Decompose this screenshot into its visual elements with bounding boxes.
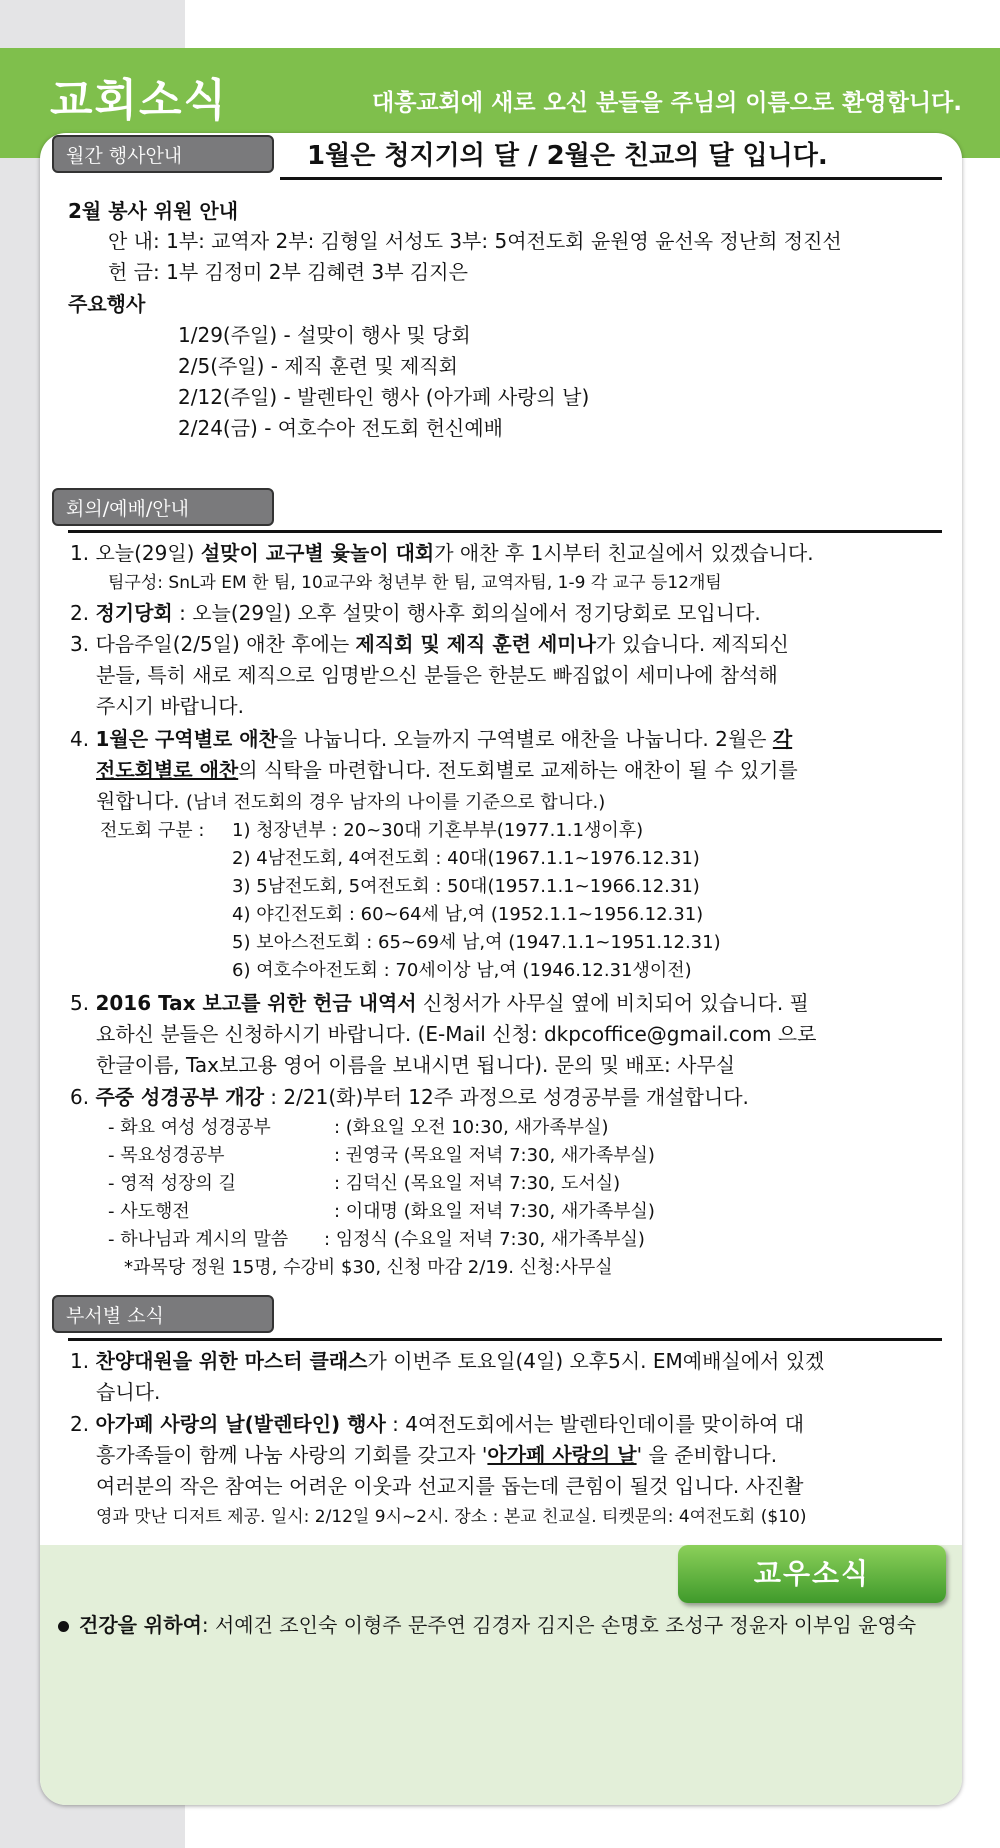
dept-item-1: 1. 찬양대원을 위한 마스터 클래스가 이번주 토요일(4일) 오후5시. EM예배실에서 있겠: [70, 1349, 825, 1373]
course-detail: : 김덕신 (목요일 저녁 7:30, 도서실): [334, 1173, 621, 1194]
notice-item-5: 5. 2016 Tax 보고를 위한 헌금 내역서 신청서가 사무실 옆에 비치되어 있습니다. 필: [70, 991, 809, 1015]
divider: [280, 177, 942, 180]
notice-item-6: 6. 주중 성경공부 개강 : 2/21(화)부터 12주 과정으로 성경공부를 개설합니다.: [70, 1085, 749, 1109]
division-row: 6) 여호수아전도회 : 70세이상 남,여 (1946.12.31생이전): [232, 960, 692, 981]
course-name: - 하나님과 계시의 말씀: [108, 1229, 289, 1250]
course-detail: : (화요일 오전 10:30, 새가족부실): [334, 1117, 609, 1138]
notice-item-4: 4. 1월은 구역별로 애찬을 나눕니다. 오늘까지 구역별로 애찬을 나눕니다. 2월은 각: [70, 727, 793, 751]
monthly-headline: 1월은 청지기의 달 / 2월은 친교의 달 입니다.: [307, 141, 828, 171]
course-name: - 화요 여성 성경공부: [108, 1117, 271, 1138]
notice-item-5-line3: 한글이름, Tax보고용 영어 이름을 보내시면 됩니다). 문의 및 배포: 사무실: [96, 1053, 736, 1077]
notice-item-3-line3: 주시기 바랍니다.: [96, 694, 244, 718]
divider: [68, 1338, 942, 1341]
course-detail: : 이대명 (화요일 저녁 7:30, 새가족부실): [334, 1201, 655, 1222]
usher-line: 안 내: 1부: 교역자 2부: 김형일 서성도 3부: 5여전도회 윤원영 윤선옥 정난희 정진선: [108, 229, 842, 253]
notice-item-5-line2: 요하신 분들은 신청하시기 바랍니다. (E-Mail 신청: dkpcoffice@gmail.com 으로: [96, 1022, 817, 1046]
course-name: - 목요성경공부: [108, 1145, 225, 1166]
notice-item-1: 1. 오늘(29일) 설맞이 교구별 윷놀이 대회가 애찬 후 1시부터 친교실에서 있겠습니다.: [70, 541, 814, 565]
notice-item-2: 2. 정기당회 : 오늘(29일) 오후 설맞이 행사후 회의실에서 정기당회로 모입니다.: [70, 601, 761, 625]
division-row: 2) 4남전도회, 4여전도회 : 40대(1967.1.1~1976.12.31): [232, 848, 700, 869]
offering-line: 헌 금: 1부 김정미 2부 김혜련 3부 김지은: [108, 260, 468, 284]
welcome-subtitle: 대흥교회에 새로 오신 분들을 주님의 이름으로 환영합니다.: [372, 90, 963, 116]
event-item: 1/29(주일) - 설맞이 행사 및 당회: [178, 323, 471, 347]
division-row: 1) 청장년부 : 20~30대 기혼부부(1977.1.1생이후): [232, 820, 644, 841]
page-title: 교회소식: [50, 75, 229, 126]
notice-item-4-line2: 전도회별로 애찬의 식탁을 마련합니다. 전도회별로 교제하는 애찬이 될 수 있기를: [96, 758, 798, 782]
dept-item-2-line2: 흥가족들이 함께 나눔 사랑의 기회를 갖고자 '아가페 사랑의 날' 을 준비합니다.: [96, 1443, 778, 1467]
division-row: 5) 보아스전도회 : 65~69세 남,여 (1947.1.1~1951.12.31): [232, 932, 721, 953]
event-item: 2/24(금) - 여호수아 전도회 헌신예배: [178, 416, 504, 440]
section-tab-monthly: 월간 행사안내: [52, 135, 274, 173]
course-name: - 영적 성장의 길: [108, 1173, 236, 1194]
course-name: - 사도행전: [108, 1201, 190, 1222]
service-heading: 2월 봉사 위원 안내: [68, 199, 239, 223]
dept-item-1-line2: 습니다.: [96, 1380, 161, 1404]
notice-item-3-line2: 분들, 특히 새로 제직으로 임명받으신 분들은 한분도 빠짐없이 세미나에 참석해: [96, 663, 778, 687]
course-detail: : 권영국 (목요일 저녁 7:30, 새가족부실): [334, 1145, 655, 1166]
divider: [68, 530, 942, 533]
division-row: 4) 야긴전도회 : 60~64세 남,여 (1952.1.1~1956.12.31): [232, 904, 704, 925]
events-heading: 주요행사: [68, 292, 146, 316]
division-row: 3) 5남전도회, 5여전도회 : 50대(1957.1.1~1966.12.31): [232, 876, 700, 897]
event-item: 2/5(주일) - 제직 훈련 및 제직회: [178, 354, 458, 378]
dept-item-2-line3: 여러분의 작은 참여는 어려운 이웃과 선교지를 돕는데 큰힘이 될것 입니다. 사진촬: [96, 1474, 804, 1498]
community-news-badge: 교우소식: [678, 1545, 946, 1603]
course-detail: : 임정식 (수요일 저녁 7:30, 새가족부실): [324, 1229, 645, 1250]
section-tab-department: 부서별 소식: [52, 1295, 274, 1333]
course-note: *과목당 정원 15명, 수강비 $30, 신청 마감 2/19. 신청:사무실: [124, 1257, 613, 1278]
event-item: 2/12(주일) - 발렌타인 행사 (아가페 사랑의 날): [178, 385, 590, 409]
division-label: 전도회 구분 :: [100, 820, 205, 841]
notice-item-4-line3: 원합니다. (남녀 전도회의 경우 남자의 나이를 기준으로 합니다.): [96, 789, 606, 813]
dept-item-2-line4: 영과 맛난 디저트 제공. 일시: 2/12일 9시~2시. 장소 : 본교 친교실. 티켓문의: 4여전도회 ($10): [96, 1507, 807, 1527]
notice-item-3: 3. 다음주일(2/5일) 애찬 후에는 제직회 및 제직 훈련 세미나가 있습니다. 제직되신: [70, 632, 789, 656]
notice-item-1-sub: 팀구성: SnL과 EM 한 팀, 10교구와 청년부 한 팀, 교역자팀, 1-9 각 교구 등12개팀: [108, 573, 722, 593]
bullet-icon: [58, 1621, 69, 1632]
health-prayer-line: 건강을 위하여: 서예건 조인숙 이형주 문주연 김경자 김지은 손명호 조성구 정윤자 이부임 윤영숙: [58, 1612, 916, 1638]
section-tab-meeting: 회의/예배/안내: [52, 488, 274, 526]
dept-item-2: 2. 아가페 사랑의 날(발렌타인) 행사 : 4여전도회에서는 발렌타인데이를 맞이하여 대: [70, 1412, 805, 1436]
